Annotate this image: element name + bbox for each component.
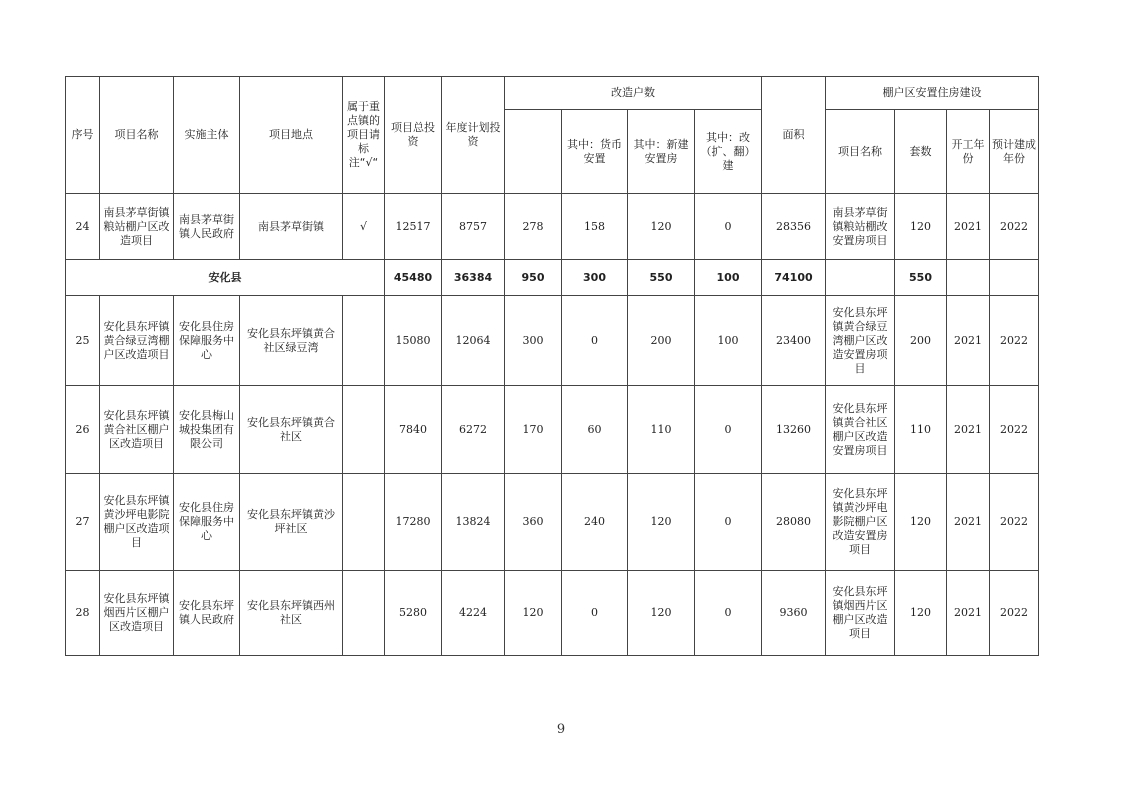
cell-renovate: 0 xyxy=(695,474,762,571)
cell-res-units: 200 xyxy=(895,296,947,386)
cell-implementer: 安化县梅山城投集团有限公司 xyxy=(174,386,240,474)
table-row xyxy=(66,296,1039,386)
cell-res-start: 2021 xyxy=(947,474,990,571)
subtotal-monetary: 300 xyxy=(562,260,628,296)
cell-seq: 26 xyxy=(66,386,100,474)
cell-implementer: 安化县东坪镇人民政府 xyxy=(174,571,240,656)
cell-project-name: 安化县东坪镇黄合绿豆湾棚户区改造项目 xyxy=(100,296,174,386)
cell-res-name: 安化县东坪镇烟西片区棚户区改造项目 xyxy=(826,571,895,656)
cell-renovate: 0 xyxy=(695,194,762,260)
cell-res-finish: 2022 xyxy=(990,571,1039,656)
cell-monetary: 0 xyxy=(562,296,628,386)
cell-seq: 27 xyxy=(66,474,100,571)
cell-res-name: 南县茅草街镇粮站棚改安置房项目 xyxy=(826,194,895,260)
subtotal-label: 安化县 xyxy=(66,260,385,296)
cell-project-name: 安化县东坪镇烟西片区棚户区改造项目 xyxy=(100,571,174,656)
header-project-name: 项目名称 xyxy=(100,77,174,194)
cell-location: 安化县东坪镇黄沙坪社区 xyxy=(240,474,343,571)
cell-households: 278 xyxy=(505,194,562,260)
cell-res-start: 2021 xyxy=(947,571,990,656)
header-renovate: 其中：改（扩、翻）建 xyxy=(695,110,762,194)
header-total-investment: 项目总投资 xyxy=(385,77,442,194)
header-location: 项目地点 xyxy=(240,77,343,194)
subtotal-annual: 36384 xyxy=(442,260,505,296)
cell-area: 13260 xyxy=(762,386,826,474)
cell-households: 360 xyxy=(505,474,562,571)
table-row xyxy=(66,474,1039,571)
page-number: 9 xyxy=(556,722,566,737)
cell-renovate: 0 xyxy=(695,571,762,656)
header-households-blank xyxy=(505,110,562,194)
cell-res-start: 2021 xyxy=(947,194,990,260)
subtotal-area: 74100 xyxy=(762,260,826,296)
cell-location: 南县茅草街镇 xyxy=(240,194,343,260)
cell-new: 120 xyxy=(628,474,695,571)
cell-project-name: 南县茅草街镇粮站棚户区改造项目 xyxy=(100,194,174,260)
cell-annual: 8757 xyxy=(442,194,505,260)
cell-area: 28080 xyxy=(762,474,826,571)
subtotal-res-name xyxy=(826,260,895,296)
cell-location: 安化县东坪镇黄合社区绿豆湾 xyxy=(240,296,343,386)
cell-res-units: 120 xyxy=(895,474,947,571)
cell-annual: 12064 xyxy=(442,296,505,386)
header-res-start: 开工年份 xyxy=(947,110,990,194)
cell-res-start: 2021 xyxy=(947,296,990,386)
cell-res-start: 2021 xyxy=(947,386,990,474)
subtotal-total: 45480 xyxy=(385,260,442,296)
cell-res-finish: 2022 xyxy=(990,386,1039,474)
cell-res-units: 110 xyxy=(895,386,947,474)
cell-monetary: 240 xyxy=(562,474,628,571)
subtotal-renovate: 100 xyxy=(695,260,762,296)
cell-renovate: 100 xyxy=(695,296,762,386)
cell-seq: 28 xyxy=(66,571,100,656)
cell-annual: 13824 xyxy=(442,474,505,571)
cell-res-finish: 2022 xyxy=(990,194,1039,260)
project-table xyxy=(65,76,1039,656)
cell-new: 200 xyxy=(628,296,695,386)
cell-location: 安化县东坪镇黄合社区 xyxy=(240,386,343,474)
header-res-finish: 预计建成年份 xyxy=(990,110,1039,194)
cell-implementer: 安化县住房保障服务中心 xyxy=(174,474,240,571)
cell-renovate: 0 xyxy=(695,386,762,474)
cell-annual: 6272 xyxy=(442,386,505,474)
cell-households: 300 xyxy=(505,296,562,386)
cell-households: 120 xyxy=(505,571,562,656)
cell-implementer: 南县茅草街镇人民政府 xyxy=(174,194,240,260)
header-res-name: 项目名称 xyxy=(826,110,895,194)
subtotal-new: 550 xyxy=(628,260,695,296)
header-res-units: 套数 xyxy=(895,110,947,194)
cell-total: 17280 xyxy=(385,474,442,571)
header-seq: 序号 xyxy=(66,77,100,194)
cell-location: 安化县东坪镇西州社区 xyxy=(240,571,343,656)
subtotal-res-units: 550 xyxy=(895,260,947,296)
cell-res-name: 安化县东坪镇黄合绿豆湾棚户区改造安置房项目 xyxy=(826,296,895,386)
header-households: 改造户数 xyxy=(505,77,762,110)
cell-res-units: 120 xyxy=(895,194,947,260)
subtotal-res-finish xyxy=(990,260,1039,296)
cell-project-name: 安化县东坪镇黄沙坪电影院棚户区改造项目 xyxy=(100,474,174,571)
cell-annual: 4224 xyxy=(442,571,505,656)
cell-implementer: 安化县住房保障服务中心 xyxy=(174,296,240,386)
cell-key-town xyxy=(343,296,385,386)
cell-total: 5280 xyxy=(385,571,442,656)
cell-res-units: 120 xyxy=(895,571,947,656)
cell-res-name: 安化县东坪镇黄沙坪电影院棚户区改造安置房项目 xyxy=(826,474,895,571)
header-area: 面积 xyxy=(762,77,826,194)
cell-key-town xyxy=(343,571,385,656)
cell-key-town: √ xyxy=(343,194,385,260)
header-annual-plan: 年度计划投资 xyxy=(442,77,505,194)
subtotal-res-start xyxy=(947,260,990,296)
header-resettlement: 棚户区安置住房建设 xyxy=(826,77,1039,110)
subtotal-row xyxy=(66,260,1039,296)
header-key-town: 属于重点镇的项目请标注“√“ xyxy=(343,77,385,194)
header-monetary: 其中：货币安置 xyxy=(562,110,628,194)
cell-new: 120 xyxy=(628,194,695,260)
table-row xyxy=(66,386,1039,474)
cell-area: 9360 xyxy=(762,571,826,656)
cell-monetary: 158 xyxy=(562,194,628,260)
header-new-housing: 其中：新建安置房 xyxy=(628,110,695,194)
cell-area: 23400 xyxy=(762,296,826,386)
cell-total: 7840 xyxy=(385,386,442,474)
cell-total: 15080 xyxy=(385,296,442,386)
cell-res-finish: 2022 xyxy=(990,296,1039,386)
cell-new: 120 xyxy=(628,571,695,656)
header-implementer: 实施主体 xyxy=(174,77,240,194)
cell-seq: 24 xyxy=(66,194,100,260)
cell-monetary: 0 xyxy=(562,571,628,656)
cell-total: 12517 xyxy=(385,194,442,260)
cell-area: 28356 xyxy=(762,194,826,260)
table-row xyxy=(66,194,1039,260)
cell-new: 110 xyxy=(628,386,695,474)
cell-key-town xyxy=(343,386,385,474)
cell-res-name: 安化县东坪镇黄合社区棚户区改造安置房项目 xyxy=(826,386,895,474)
cell-project-name: 安化县东坪镇黄合社区棚户区改造项目 xyxy=(100,386,174,474)
cell-res-finish: 2022 xyxy=(990,474,1039,571)
cell-seq: 25 xyxy=(66,296,100,386)
cell-monetary: 60 xyxy=(562,386,628,474)
table-row xyxy=(66,571,1039,656)
cell-households: 170 xyxy=(505,386,562,474)
subtotal-households: 950 xyxy=(505,260,562,296)
cell-key-town xyxy=(343,474,385,571)
